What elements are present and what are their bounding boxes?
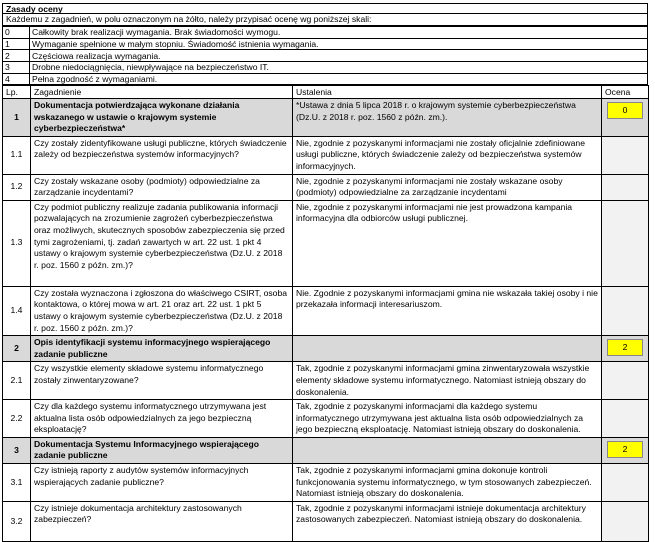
scale-description: Pełna zgodność z wymaganiami.	[30, 73, 648, 85]
header-ustalenia: Ustalenia	[293, 86, 602, 99]
header-zagadnienie: Zagadnienie	[31, 86, 293, 99]
score-column-cell	[602, 286, 649, 335]
scale-level: 2	[3, 50, 30, 62]
scale-level: 3	[3, 62, 30, 74]
question-cell: Czy dla każdego systemu informatycznego utrzymywana jest aktualna lista osób odpowiedzialnych za jego bezpieczną eksploatację?	[31, 400, 293, 438]
findings-cell[interactable]: Nie, zgodnie z pozyskanymi informacjami nie zostały oficjalnie zdefiniowane usługi publiczne, których świadczenie zależy od bezpieczeństwa systemów informacyjnych.	[293, 136, 602, 174]
question-cell: Dokumentacja Systemu Informacyjnego wspierającego zadanie publiczne	[31, 437, 293, 463]
row-number: 1.1	[3, 136, 31, 174]
question-cell: Czy podmiot publiczny realizuje zadania publikowania informacji pozwalających na zrozumienie zagrożeń cyberbezpieczeństwa oraz możliwych, skutecznych sposobów zabezpieczenia się przed tymi zagrożeniami, tj. zadań zawartych w art. 22 ust. 1 pkt 4 ustawy o krajowym systemie cyberbezpieczeństwa (Dz.U. z 2018 r. poz. 1560 z późn. zm.)?	[31, 200, 293, 286]
score-column-cell	[602, 200, 649, 286]
score-column-cell	[602, 437, 649, 463]
table-row	[3, 400, 649, 438]
row-number: 2	[3, 336, 31, 362]
row-number: 1.4	[3, 286, 31, 335]
findings-cell[interactable]: Nie. Zgodnie z pozyskanymi informacjami gmina nie wskazała takiej osoby i nie przekazała informacji interesariuszom.	[293, 286, 602, 335]
score-column-cell	[602, 501, 649, 541]
scale-description: Drobne niedociągnięcia, niewpływające na bezpieczeństwo IT.	[30, 62, 648, 74]
page-title: Zasady oceny	[2, 3, 648, 14]
findings-cell[interactable]: *Ustawa z dnia 5 lipca 2018 r. o krajowym systemie cyberbezpieczeństwa (Dz.U. z 2018 r. poz. 1560 z późn. zm.).	[293, 99, 602, 137]
findings-cell[interactable]	[293, 336, 602, 362]
table-row	[3, 136, 649, 174]
findings-cell[interactable]: Tak, zgodnie z pozyskanymi informacjami gmina dokonuje kontroli funkcjonowania systemu informatycznego, w tym stosowanych zabezpieczeń. Natomiast istnieją obszary do doskonalenia.	[293, 464, 602, 502]
findings-cell[interactable]: Tak, zgodnie z pozyskanymi informacjami gmina zinwentaryzowała wszystkie elementy składowe systemu informatycznego. Natomiast istnieją obszary do doskonalenia.	[293, 362, 602, 400]
question-cell: Czy wszystkie elementy składowe systemu informatycznego zostały zinwentaryzowane?	[31, 362, 293, 400]
question-cell: Czy istnieje dokumentacja architektury zastosowanych zabezpieczeń?	[31, 501, 293, 541]
findings-cell[interactable]: Nie, zgodnie z pozyskanymi informacjami nie jest prowadzona kampania informacyjna dla odbiorców usługi publicznej.	[293, 200, 602, 286]
row-number: 3.1	[3, 464, 31, 502]
question-cell: Opis identyfikacji systemu informacyjnego wspierającego zadanie publiczne	[31, 336, 293, 362]
header-lp: Lp.	[3, 86, 31, 99]
question-cell: Czy zostały zidentyfikowane usługi publiczne, których świadczenie zależy od bezpieczeństwa systemów informacyjnych?	[31, 136, 293, 174]
scale-description: Całkowity brak realizacji wymagania. Brak świadomości wymogu.	[30, 27, 648, 39]
section-row	[3, 336, 649, 362]
score-column-cell	[602, 464, 649, 502]
scale-row	[3, 73, 648, 85]
score-column-cell	[602, 336, 649, 362]
scale-row	[3, 50, 648, 62]
scale-level: 0	[3, 27, 30, 39]
table-row	[3, 286, 649, 335]
scale-row	[3, 38, 648, 50]
question-cell: Czy istnieją raporty z audytów systemów informacyjnych wspierających zadanie publiczne?	[31, 464, 293, 502]
scale-table	[2, 26, 648, 85]
table-row	[3, 174, 649, 200]
score-input[interactable]: 2	[607, 339, 643, 356]
row-number: 2.2	[3, 400, 31, 438]
section-row	[3, 437, 649, 463]
row-number: 1.2	[3, 174, 31, 200]
scale-row	[3, 27, 648, 39]
row-number: 1	[3, 99, 31, 137]
scale-description: Częściowa realizacja wymagania.	[30, 50, 648, 62]
score-column-cell	[602, 136, 649, 174]
row-number: 1.3	[3, 200, 31, 286]
scale-row	[3, 62, 648, 74]
score-input[interactable]: 0	[607, 102, 643, 119]
scale-level: 4	[3, 73, 30, 85]
score-column-cell	[602, 174, 649, 200]
header-ocena: Ocena	[602, 86, 649, 99]
score-column-cell	[602, 99, 649, 137]
findings-cell[interactable]: Tak, zgodnie z pozyskanymi informacjami istnieje dokumentacja architektury zastosowanych zabezpieczeń. Natomiast istnieją obszary do doskonalenia.	[293, 501, 602, 541]
row-number: 2.1	[3, 362, 31, 400]
scale-intro: Każdemu z zagadnień, w polu oznaczonym na żółto, należy przypisać ocenę wg poniższej skali:	[2, 14, 648, 26]
table-row	[3, 200, 649, 286]
table-header-row	[3, 86, 649, 99]
question-cell: Czy została wyznaczona i zgłoszona do właściwego CSIRT, osoba kontaktowa, o której mowa w art. 21 oraz art. 22 ust. 1 pkt 5 ustawy o krajowym systemie cyberbezpieczeństwa (Dz.U. z 2018 r. poz. 1560 z późn. zm.)?	[31, 286, 293, 335]
section-row	[3, 99, 649, 137]
assessment-table	[2, 85, 649, 542]
table-row	[3, 362, 649, 400]
row-number: 3.2	[3, 501, 31, 541]
question-cell: Dokumentacja potwierdzająca wykonane działania wskazanego w ustawie o krajowym systemie cyberbezpieczeństwa*	[31, 99, 293, 137]
scale-description: Wymaganie spełnione w małym stopniu. Świadomość istnienia wymagania.	[30, 38, 648, 50]
table-row	[3, 501, 649, 541]
scale-level: 1	[3, 38, 30, 50]
findings-cell[interactable]	[293, 437, 602, 463]
score-input[interactable]: 2	[607, 441, 643, 458]
findings-cell[interactable]: Tak, zgodnie z pozyskanymi informacjami dla każdego systemu informatycznego utrzymywana jest aktualna lista osób odpowiedzialnych za jego bezpieczną eksploatację. Natomiast istnieją obszary do doskonalenia.	[293, 400, 602, 438]
score-column-cell	[602, 362, 649, 400]
score-column-cell	[602, 400, 649, 438]
table-row	[3, 464, 649, 502]
question-cell: Czy zostały wskazane osoby (podmioty) odpowiedzialne za zarządzanie incydentami?	[31, 174, 293, 200]
findings-cell[interactable]: Nie, zgodnie z pozyskanymi informacjami nie zostały wskazane osoby (podmioty) odpowiedzialne za zarządzanie incydentami	[293, 174, 602, 200]
row-number: 3	[3, 437, 31, 463]
